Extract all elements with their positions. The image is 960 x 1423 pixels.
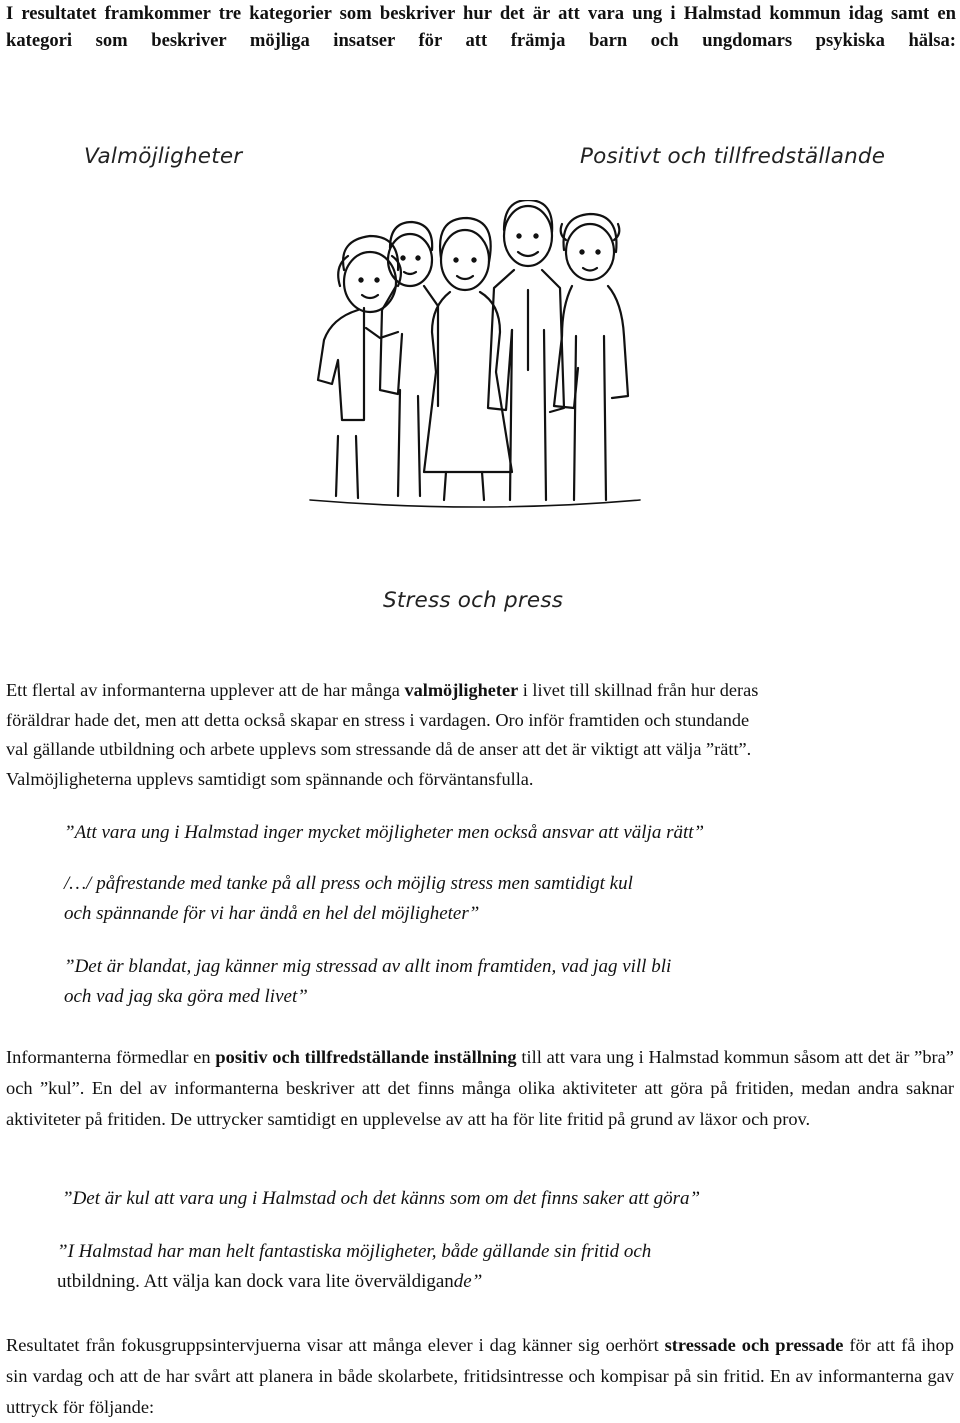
text-span: Informanterna förmedlar en	[6, 1047, 216, 1067]
paragraph-line: val gällande utbildning och arbete upplevs som stressande då de anser att det är viktigt att välja ”rätt”.	[6, 739, 752, 759]
paragraph-valmojligheter	[6, 676, 954, 794]
person-5-figure	[554, 214, 628, 500]
paragraph-positivt	[6, 1042, 954, 1135]
intro-paragraph: I resultatet framkommer tre kategorier som beskriver hur det är att vara ung i Halmstad kommun idag samt en kategori som beskriver möjliga insatser för att främja barn och ungdomars psykiska hälsa:	[6, 3, 956, 51]
category-positivt: Positivt och tillfredställande	[580, 144, 886, 169]
text-span: för att få ihop sin vardag och att de har svårt att planera in både skolarbete, fritidsintresse och kompisar på sin fritid. En av informanterna gav uttryck för följande:	[6, 1335, 955, 1417]
category-stress: Stress och press	[383, 588, 564, 613]
paragraph-line: föräldrar hade det, men att detta också skapar en stress i vardagen. Oro inför framtiden och stundande	[6, 709, 750, 730]
quote-4: ”Det är kul att vara ung i Halmstad och det känns som om det finns saker att göra”	[62, 1188, 701, 1209]
paragraph-line: Valmöjligheterna upplevs samtidigt som spännande och förväntansfulla.	[6, 768, 534, 789]
bold-term: stressade och pressade	[664, 1335, 844, 1355]
bold-term: positiv och tillfredställande inställning	[215, 1047, 517, 1067]
text-span: Ett flertal av informanterna upplever att de har många	[6, 680, 405, 700]
quote-line-end: de”	[453, 1271, 483, 1292]
quote-1: ”Att vara ung i Halmstad inger mycket möjligheter men också ansvar att välja rätt”	[64, 822, 705, 843]
paragraph-line	[6, 676, 954, 706]
quote-line: ”Det är blandat, jag känner mig stressad av allt inom framtiden, vad jag vill bli	[64, 956, 672, 977]
person-4-figure	[488, 200, 564, 500]
quote-line: /…/ påfrestande med tanke på all press och möjlig stress men samtidigt kul	[64, 873, 633, 894]
text-span: Resultatet från fokusgruppsintervjuerna visar att många elever i dag känner sig oerhört	[6, 1335, 665, 1355]
text-span: i livet till skillnad från hur deras	[518, 680, 759, 700]
quote-line: utbildning. Att välja kan dock vara lite överväldigan	[57, 1271, 454, 1292]
group-of-people-drawing-icon	[300, 200, 650, 520]
quote-3	[64, 952, 671, 1012]
category-valmojligheter: Valmöjligheter	[84, 144, 243, 169]
quote-line: och spännande för vi har ändå en hel del möjligheter”	[64, 903, 480, 924]
text-span: till att vara ung i Halmstad kommun såsom att det är ”bra” och ”kul”. En del av informanterna beskriver att det finns många olika aktiviteter att göra på fritiden, medan andra saknar aktiviteter på fritiden. De uttrycker samtidigt en upplevelse av att ha för lite fritid på grund av läxor och prov.	[6, 1047, 954, 1129]
quote-line: och vad jag ska göra med livet”	[64, 986, 308, 1007]
paragraph-stress	[6, 1330, 954, 1423]
quote-line: ”I Halmstad har man helt fantastiska möjligheter, både gällande sin fritid och	[57, 1241, 652, 1262]
quote-2	[64, 869, 633, 929]
person-1-figure	[318, 236, 401, 498]
quote-5	[57, 1237, 651, 1297]
person-2-figure	[380, 222, 438, 496]
bold-term: valmöjligheter	[404, 680, 519, 700]
